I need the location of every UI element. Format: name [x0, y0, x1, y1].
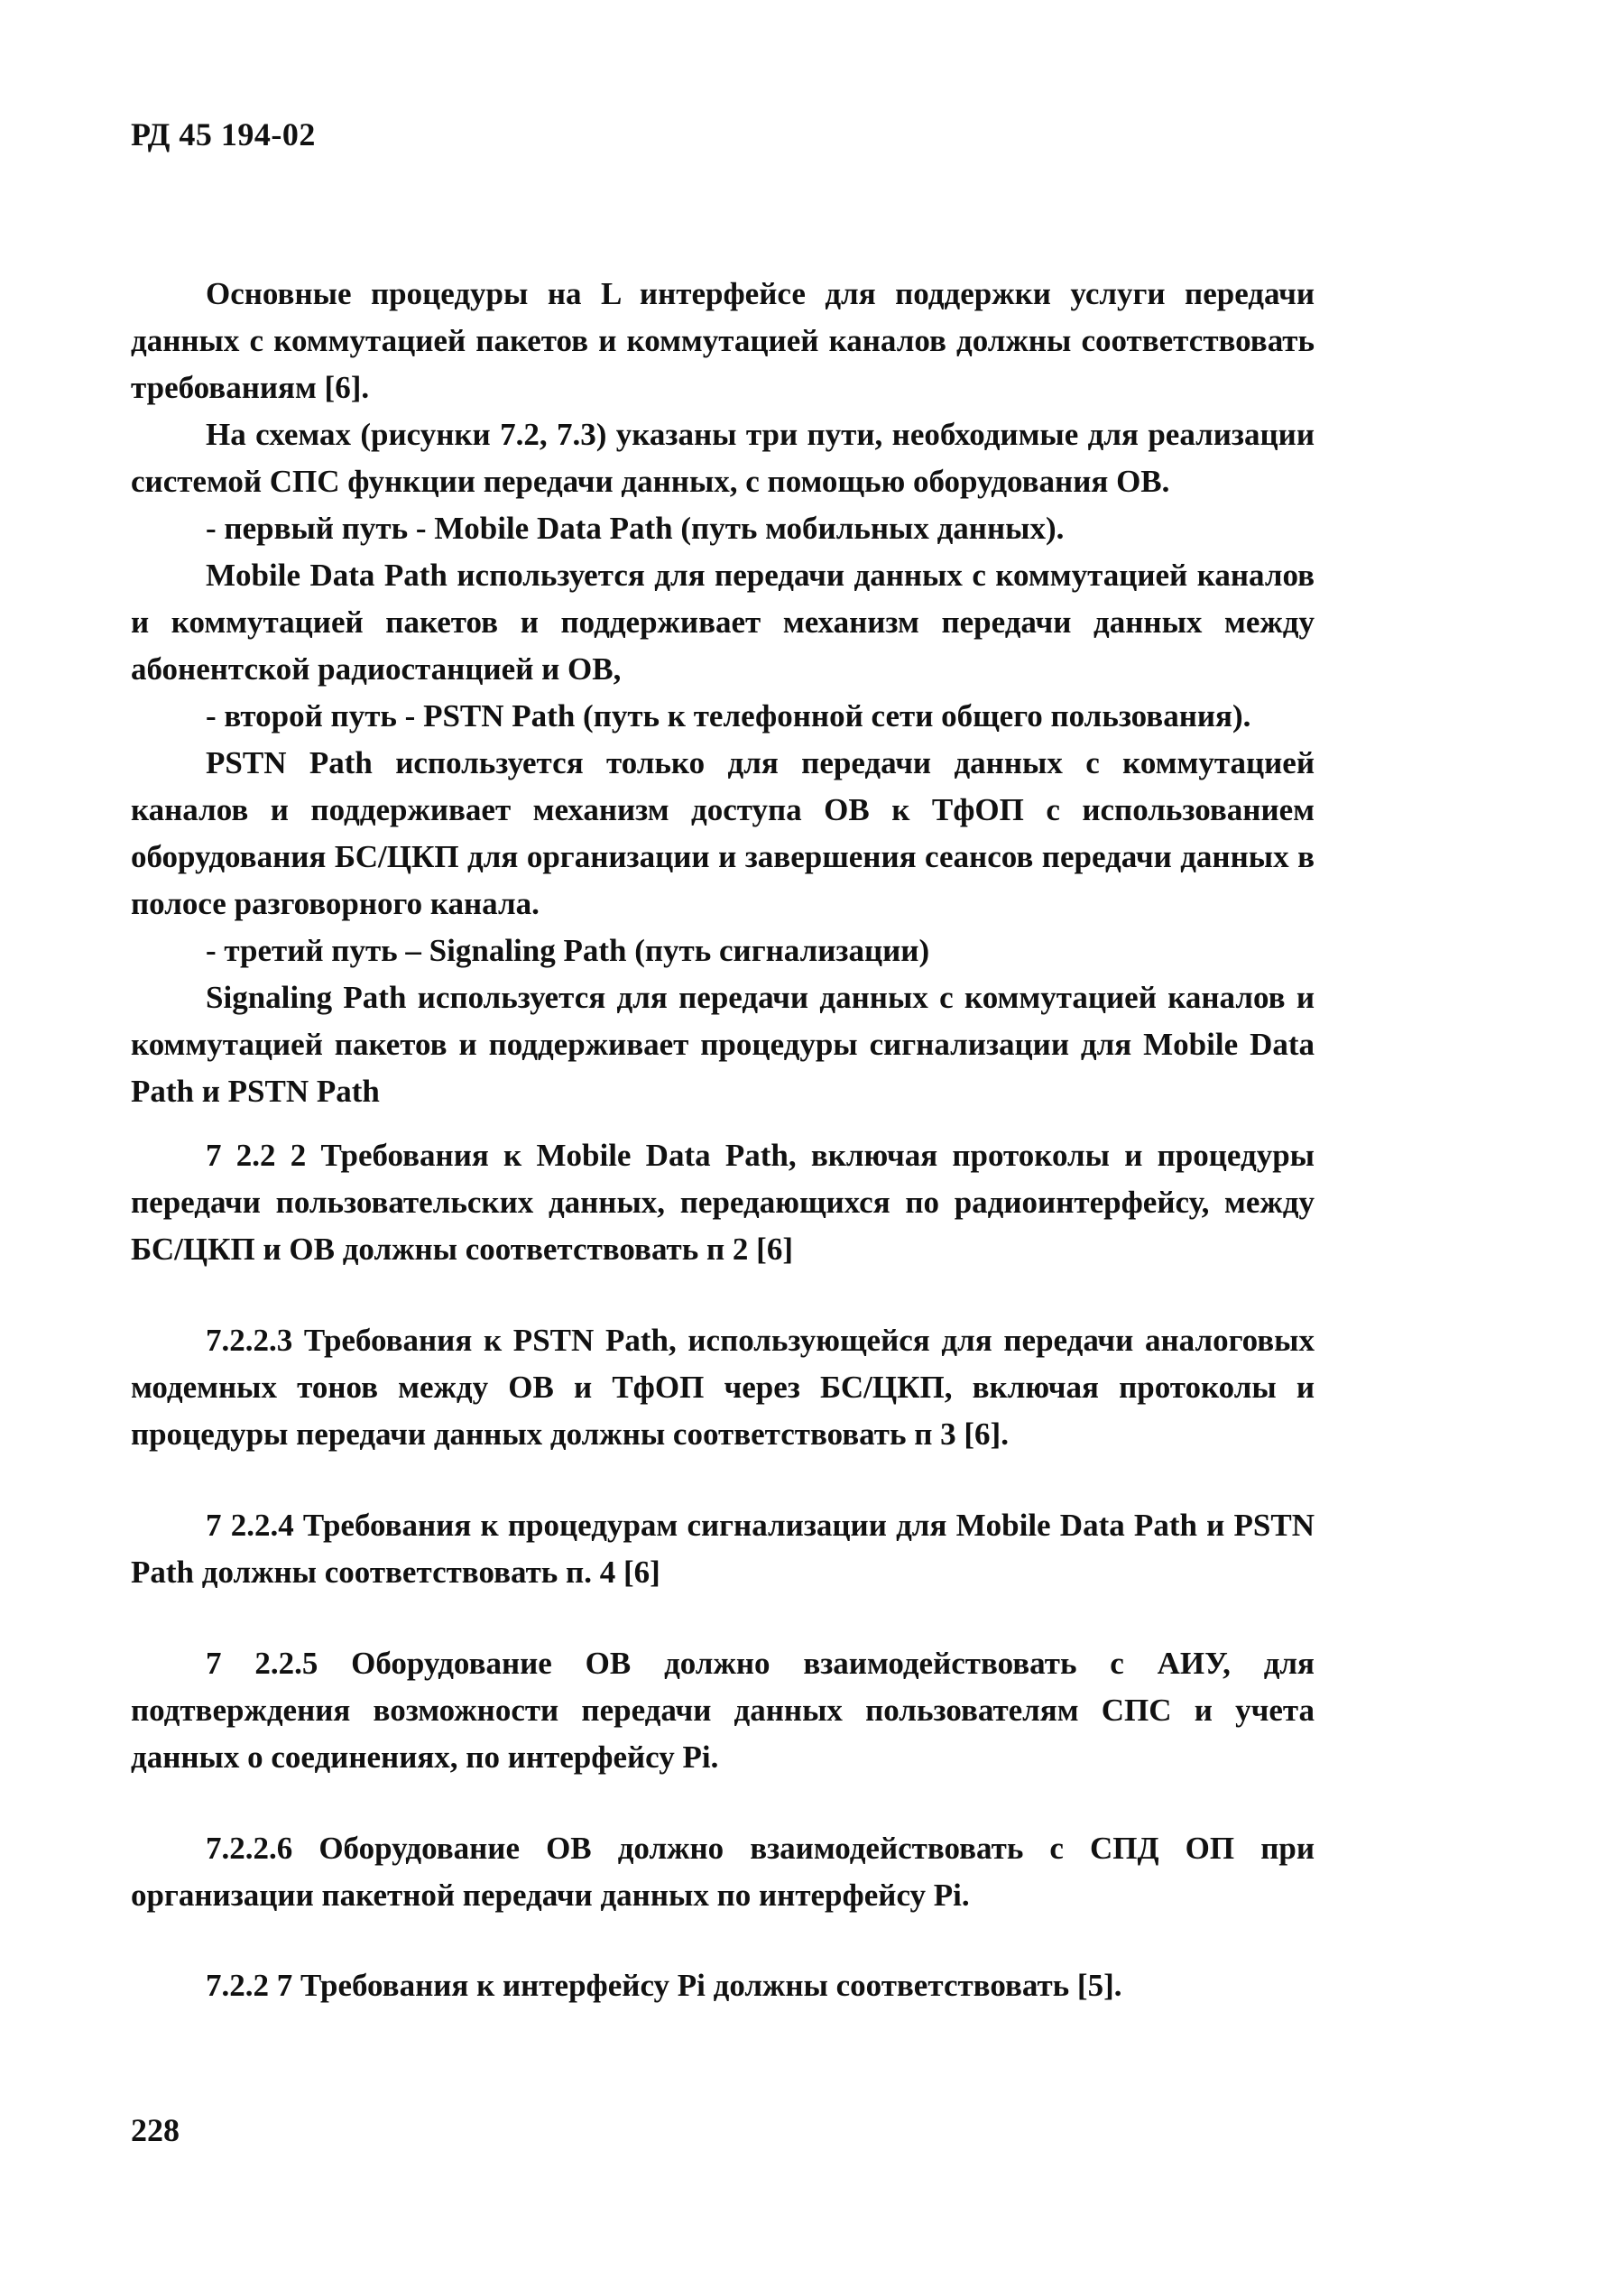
clause-7-2-2-6	[131, 1825, 1315, 1919]
paragraph-pstn-path: PSTN Path используется только для передачи данных с коммутацией каналов и поддерживает механизм доступа ОВ к ТфОП с использованием оборудования БС/ЦКП для организации и завершения сеансов передачи данных в полосе разговорного канала.	[131, 745, 1315, 921]
paragraph-third-path: - третий путь – Signaling Path (путь сигнализации)	[206, 933, 930, 968]
paragraph-mobile-data-path: Mobile Data Path используется для передачи данных с коммутацией каналов и коммутацией пакетов и поддерживает механизм передачи данных между абонентской радиостанцией и ОВ,	[131, 558, 1315, 687]
clause-text: 7.2.2.3 Требования к PSTN Path, использующейся для передачи аналоговых модемных тонов между ОВ и ТфОП через БС/ЦКП, включая протоколы и процедуры передачи данных должны соответствовать п 3 [6].	[131, 1323, 1315, 1452]
paragraph-three-paths: На схемах (рисунки 7.2, 7.3) указаны три пути, необходимые для реализации системой СПС функции передачи данных, с помощью оборудования ОВ.	[131, 417, 1315, 499]
clause-text: 7 2.2.5 Оборудование ОВ должно взаимодействовать с АИУ, для подтверждения возможности передачи данных пользователям СПС и учета данных о соединениях, по интерфейсу Pi.	[131, 1646, 1315, 1775]
paragraph-second-path: - второй путь - PSTN Path (путь к телефонной сети общего пользования).	[206, 698, 1251, 734]
clause-7-2-2-7	[131, 1962, 1315, 2009]
paragraph-signaling-path: Signaling Path используется для передачи данных с коммутацией каналов и коммутацией пакетов и поддерживает процедуры сигнализации для Mobile Data Path и PSTN Path	[131, 980, 1315, 1109]
clause-text: 7 2.2.4 Требования к процедурам сигнализации для Mobile Data Path и PSTN Path должны соответствовать п. 4 [6]	[131, 1508, 1315, 1590]
clause-text: 7.2.2 7 Требования к интерфейсу Pi должны соответствовать [5].	[206, 1968, 1122, 2003]
paragraph-first-path: - первый путь - Mobile Data Path (путь мобильных данных).	[206, 511, 1065, 546]
clause-text: 7.2.2.6 Оборудование ОВ должно взаимодействовать с СПД ОП при организации пакетной передачи данных по интерфейсу Pi.	[131, 1831, 1315, 1913]
intro-section	[131, 271, 1315, 1115]
page-number: 228	[131, 2112, 180, 2148]
clause-7-2-2-5	[131, 1640, 1315, 1781]
clause-7-2-2-3	[131, 1317, 1315, 1458]
clause-7-2-2-2	[131, 1132, 1315, 1273]
clause-7-2-2-4	[131, 1502, 1315, 1596]
document-header-code: РД 45 194-02	[131, 116, 316, 152]
paragraph-l-interface: Основные процедуры на L интерфейсе для поддержки услуги передачи данных с коммутацией пакетов и коммутацией каналов должны соответствовать требованиям [6].	[131, 276, 1315, 405]
clause-text: 7 2.2 2 Требования к Mobile Data Path, включая протоколы и процедуры передачи пользовательских данных, передающихся по радиоинтерфейсу, между БС/ЦКП и ОВ должны соответствовать п 2 [6]	[131, 1138, 1315, 1267]
